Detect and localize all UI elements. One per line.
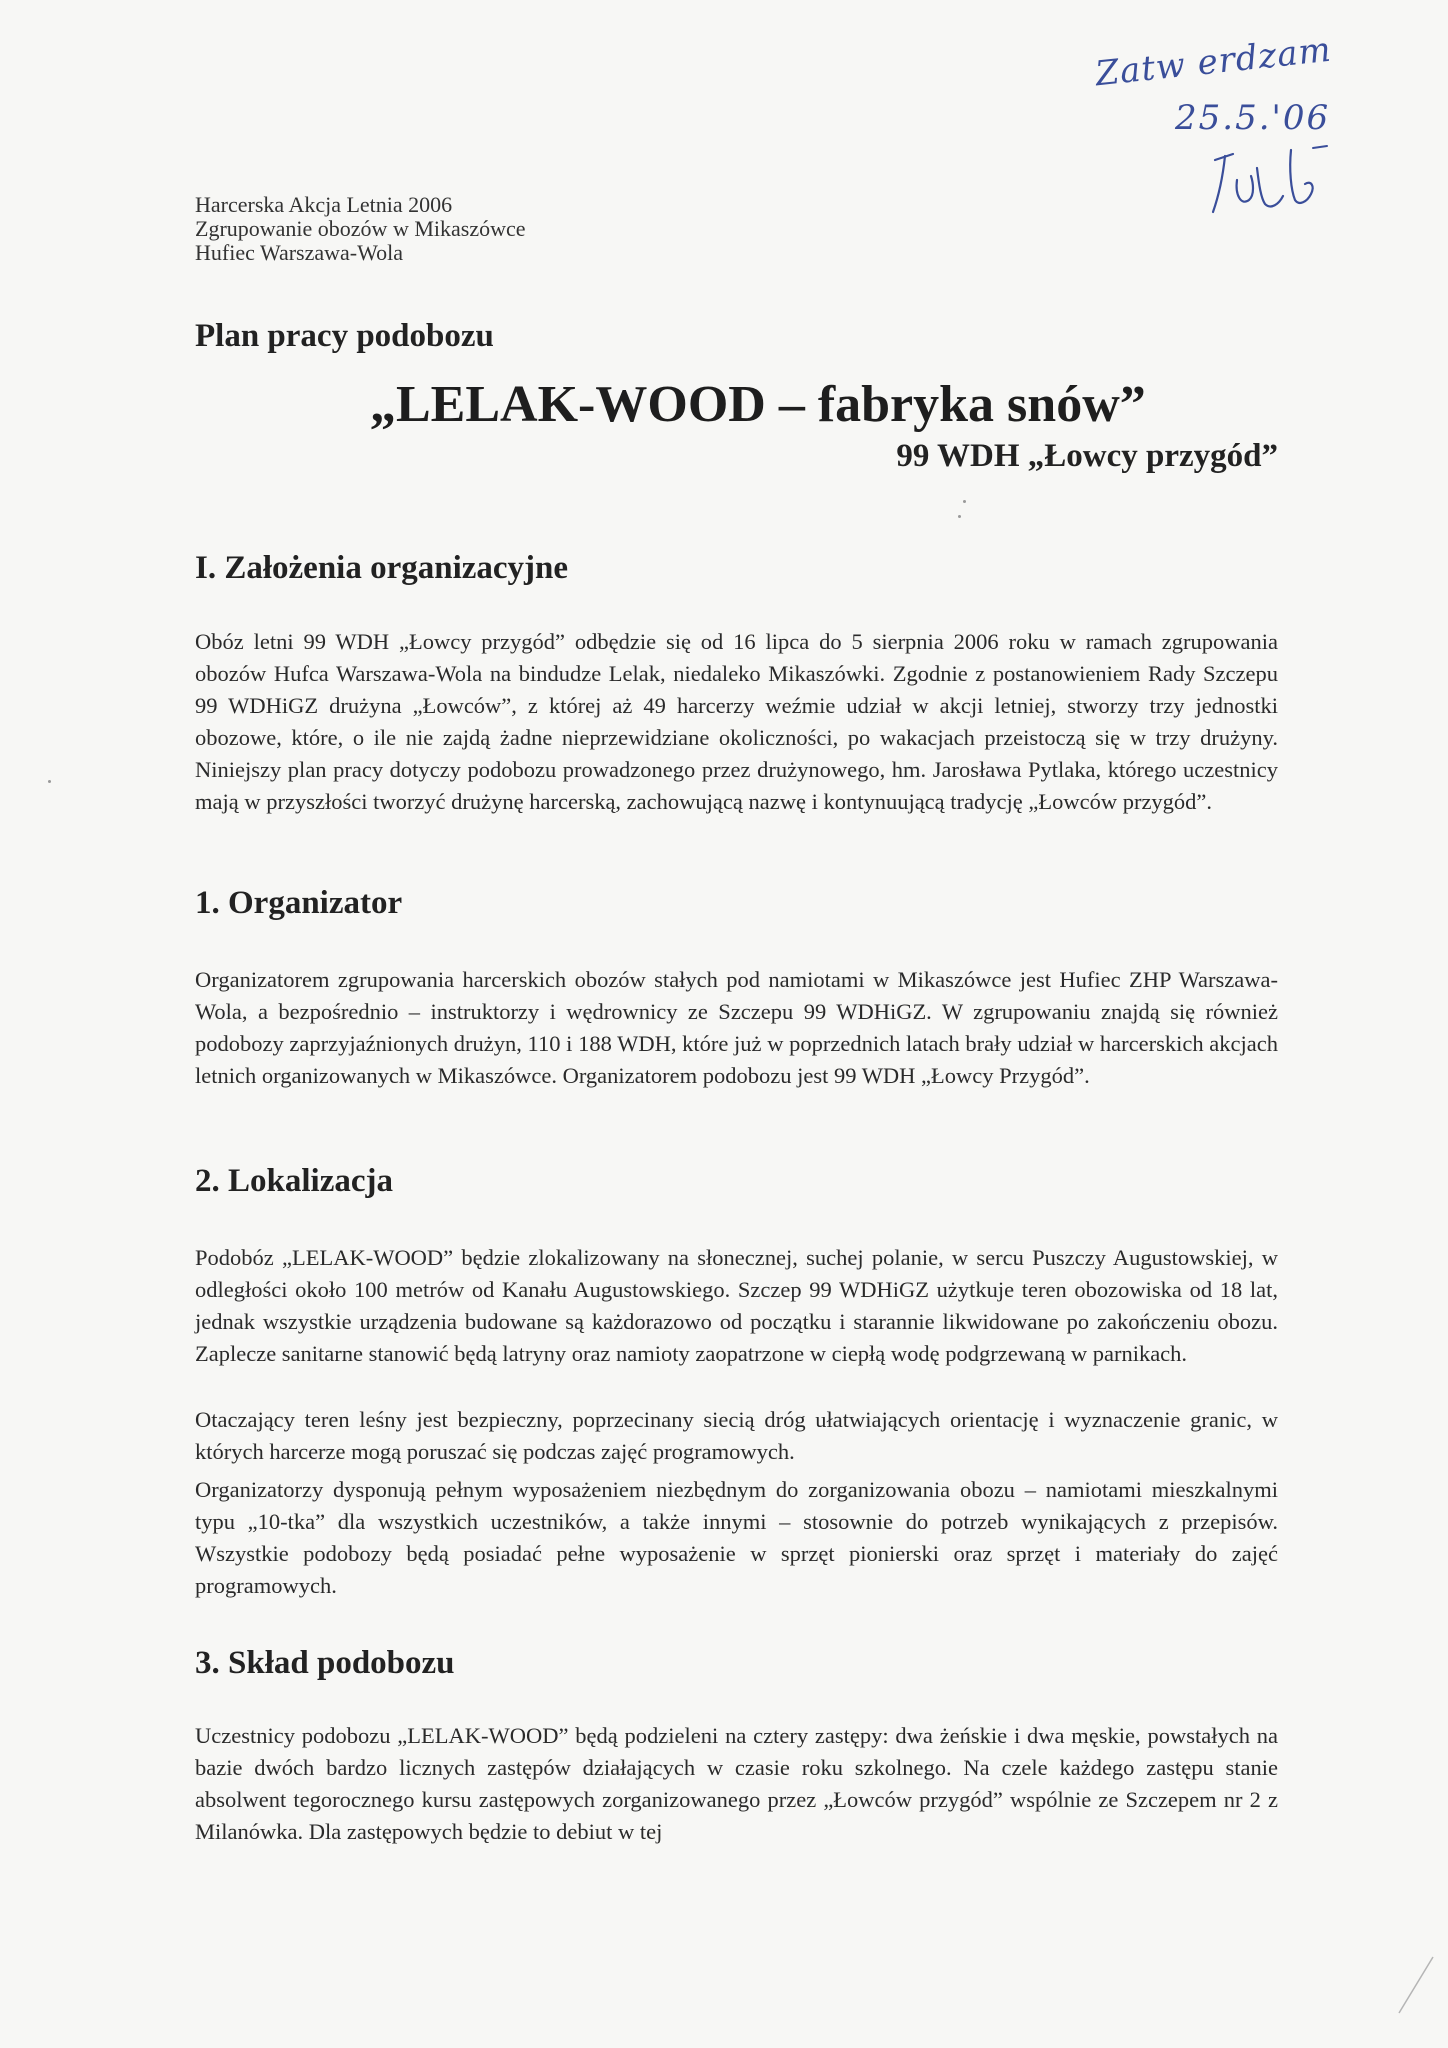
handwritten-approval-note: Zatw erdzam xyxy=(1093,29,1334,95)
document-header xyxy=(195,193,526,265)
scan-speck xyxy=(963,500,966,503)
header-line-unit: Hufiec Warszawa-Wola xyxy=(195,240,404,265)
paragraph-composition: Uczestnicy podobozu „LELAK-WOOD” będą podzieleni na cztery zastępy: dwa żeńskie i dwa męskie, powstałych na bazie dwóch bardzo licznych zastępów działających w czasie roku szkolnego. Na czele każdego zastępu stanie absolwent tegorocznego kursu zastępowych zorganizowanego przez „Łowców przygód” wspólnie ze Szczepem nr 2 z Milanówka. Dla zastępowych będzie to debiut w tej xyxy=(195,1723,1278,1844)
paragraph-location-1: Podobóz „LELAK-WOOD” będzie zlokalizowany na słonecznej, suchej polanie, w sercu Puszczy Augustowskiej, w odległości około 100 metrów od Kanału Augustowskiego. Szczep 99 WDHiGZ użytkuje teren obozowiska od 18 lat, jednak wszystkie urządzenia budowane są każdorazowo od początku i starannie likwidowane po zakończeniu obozu. Zaplecze sanitarne stanowić będą latryny oraz namioty zaopatrzone w ciepłą wodę podgrzewaną w parnikach. xyxy=(195,1245,1278,1366)
paragraph-organizational: Obóz letni 99 WDH „Łowcy przygód” odbędzie się od 16 lipca do 5 sierpnia 2006 roku w ramach zgrupowania obozów Hufca Warszawa-Wola na bindudze Lelak, niedaleko Mikaszówki. Zgodnie z postanowieniem Rady Szczepu 99 WDHiGZ drużyna „Łowców”, z której aż 49 harcerzy weźmie udział w akcji letniej, stworzy trzy jednostki obozowe, które, o ile nie zajdą żadne nieprzewidziane okoliczności, po wakacjach przeistoczą się w trzy drużyny. Niniejszy plan pracy dotyczy podobozu prowadzonego przez drużynowego, hm. Jarosława Pytlaka, którego uczestnicy mają w przyszłości tworzyć drużynę harcerską, zachowującą nazwę i kontynuującą tradycję „Łowców przygód”. xyxy=(195,629,1278,814)
handwritten-signature xyxy=(1195,140,1345,220)
section-heading-organizational: I. Założenia organizacyjne xyxy=(195,550,569,586)
paragraph-location-2: Otaczający teren leśny jest bezpieczny, poprzecinany siecią dróg ułatwiających orientację i wyznaczenie granic, w których harcerze mogą poruszać się podczas zajęć programowych. xyxy=(195,1407,1278,1464)
section-heading-composition: 3. Skład podobozu xyxy=(195,1645,455,1681)
plan-label: Plan pracy podobozu xyxy=(195,318,494,354)
header-line-action: Harcerska Akcja Letnia 2006 xyxy=(195,192,453,217)
scan-speck xyxy=(958,515,961,518)
troop-name: 99 WDH „Łowcy przygód” xyxy=(896,438,1278,474)
document-title: „LELAK-WOOD – fabryka snów” xyxy=(370,376,1146,433)
handwritten-approval-date: 25.5.'06 xyxy=(1175,98,1331,138)
section-heading-organizer: 1. Organizator xyxy=(195,885,403,921)
header-line-group: Zgrupowanie obozów w Mikaszówce xyxy=(195,216,526,241)
paragraph-organizer: Organizatorem zgrupowania harcerskich obozów stałych pod namiotami w Mikaszówce jest Hufiec ZHP Warszawa-Wola, a bezpośrednio – instruktorzy i wędrownicy ze Szczepu 99 WDHiGZ. W zgrupowaniu znajdą się również podobozy zaprzyjaźnionych drużyn, 110 i 188 WDH, które już w poprzednich latach brały udział w harcerskich akcjach letnich organizowanych w Mikaszówce. Organizatorem podobozu jest 99 WDH „Łowcy Przygód”. xyxy=(195,967,1278,1088)
scan-edge-mark xyxy=(1395,1955,1435,2015)
scan-speck xyxy=(48,780,51,783)
section-heading-location: 2. Lokalizacja xyxy=(195,1163,393,1199)
paragraph-location-3: Organizatorzy dysponują pełnym wyposażeniem niezbędnym do zorganizowania obozu – namiotami mieszkalnymi typu „10-tka” dla wszystkich uczestników, a także innymi – stosownie do potrzeb wynikających z przepisów. Wszystkie podobozy będą posiadać pełne wyposażenie w sprzęt pionierski oraz sprzęt i materiały do zajęć programowych. xyxy=(195,1477,1278,1598)
